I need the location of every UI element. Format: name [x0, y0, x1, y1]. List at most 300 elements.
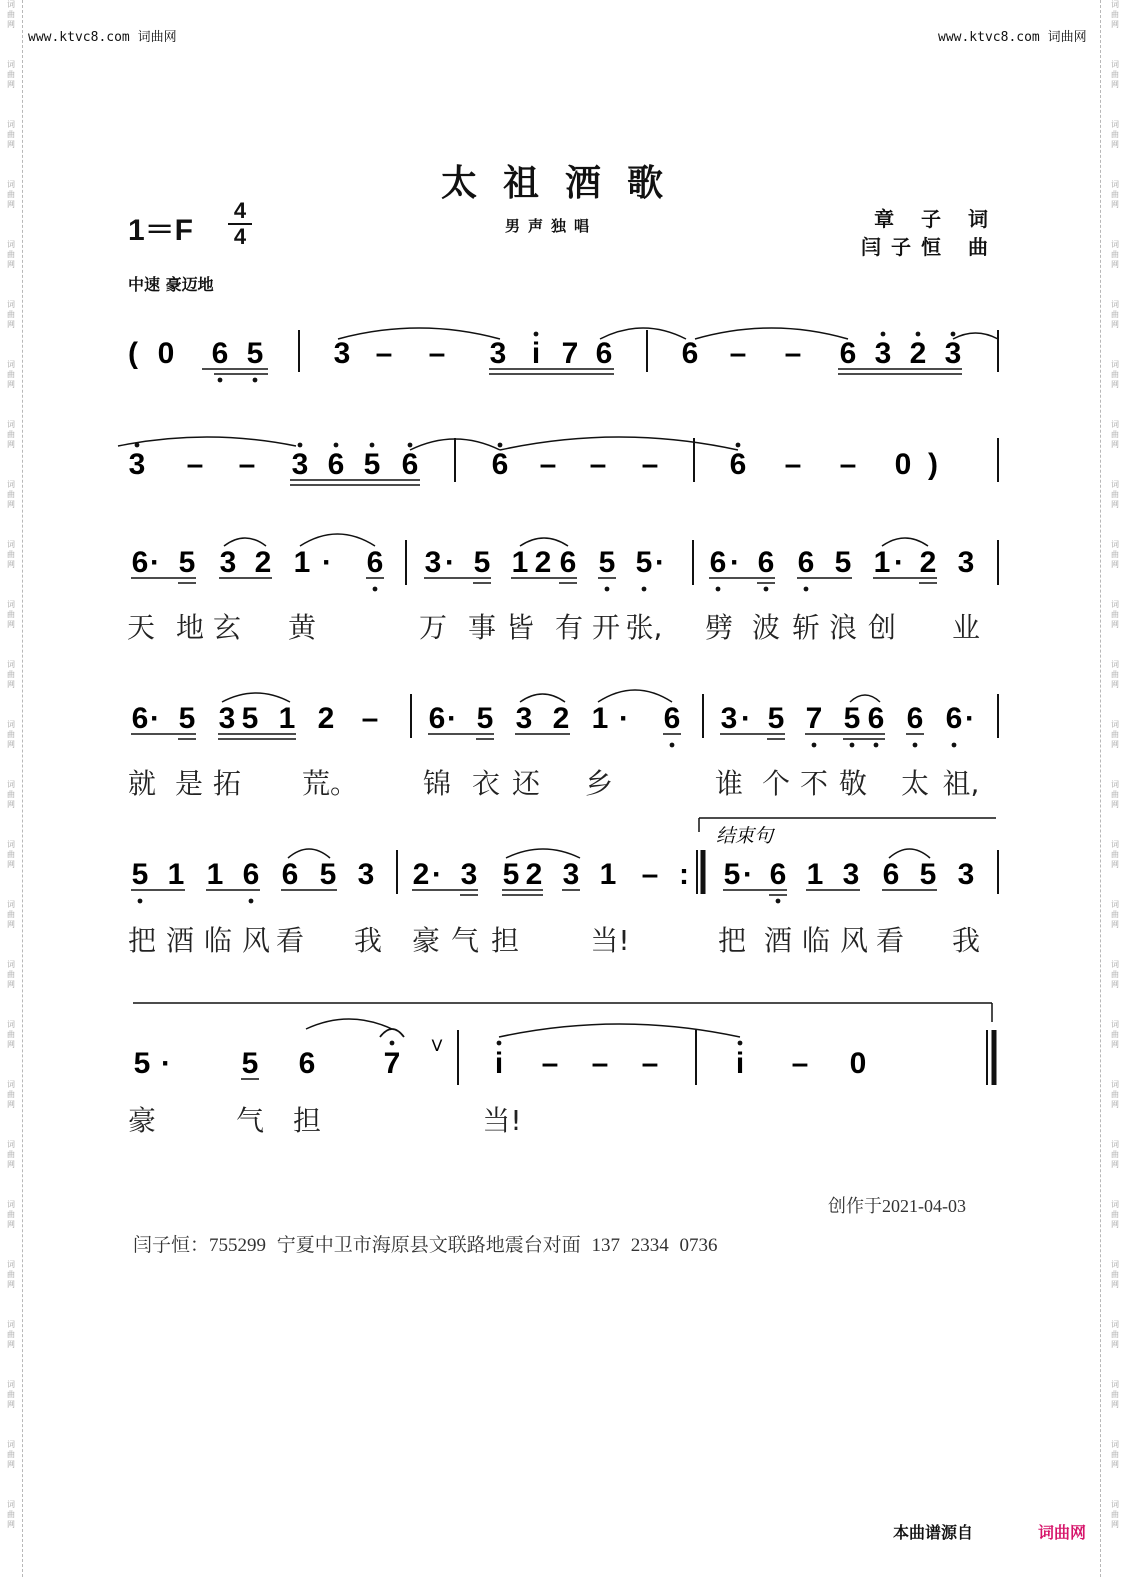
margin-watermark-char: 曲 [7, 1030, 15, 1039]
note: 6 [945, 702, 963, 735]
note: 6 [729, 448, 747, 481]
margin-watermark-char: 词 [1111, 840, 1119, 849]
note: 6 [906, 702, 924, 735]
margin-watermark-char: 曲 [1111, 1330, 1119, 1339]
note: 3 [424, 546, 442, 579]
note: 3 [562, 858, 580, 891]
note: 6 [769, 858, 787, 891]
octave-dot [138, 899, 143, 904]
note: 6 [757, 546, 775, 579]
note: 5 [246, 337, 264, 370]
composer-credit: 闫子恒 曲 [861, 235, 998, 259]
lyric-char: 担 [490, 924, 520, 957]
lyric-char: 看 [875, 924, 905, 957]
margin-watermark-char: 词 [1111, 420, 1119, 429]
margin-watermark-char: 词 [1111, 900, 1119, 909]
note: 3 [944, 337, 962, 370]
note: 2 [552, 702, 570, 735]
lyric-char: 万 [418, 611, 448, 644]
margin-watermark-char: 词 [7, 960, 15, 969]
note: 3 [957, 546, 975, 579]
note: 3 [460, 858, 478, 891]
margin-watermark-char: 曲 [7, 1330, 15, 1339]
source-label: 本曲谱源自 [893, 1523, 974, 1542]
margin-watermark-char: 词 [7, 420, 15, 429]
margin-watermark-char: 曲 [7, 370, 15, 379]
site-url-left[interactable]: www.ktvc8.com 词曲网 [28, 30, 177, 45]
note: 2 [919, 546, 937, 579]
octave-dot [812, 743, 817, 748]
lyric-char: 谁 [714, 767, 744, 800]
note: 6 [882, 858, 900, 891]
margin-watermark-char: 网 [7, 1340, 15, 1349]
margin-watermark-char: 曲 [7, 610, 15, 619]
note: · [447, 702, 457, 735]
margin-watermark-char: 词 [1111, 300, 1119, 309]
note: – [641, 858, 659, 891]
lyric-char: 玄 [212, 611, 242, 644]
margin-watermark-char: 网 [7, 1220, 15, 1229]
margin-watermark-char: 词 [7, 1440, 15, 1449]
note: · [161, 1047, 171, 1080]
margin-watermark-char: 网 [7, 320, 15, 329]
margin-watermark-char: 词 [7, 300, 15, 309]
note: 6 [242, 858, 260, 891]
margin-watermark-char: 网 [7, 740, 15, 749]
note: · [743, 858, 753, 891]
note: · [432, 858, 442, 891]
margin-watermark-char: 曲 [7, 70, 15, 79]
lyric-char: 波 [751, 611, 781, 644]
lyric-char: 气 [450, 924, 480, 957]
note: 2 [412, 858, 430, 891]
margin-watermark-char: 词 [7, 840, 15, 849]
note: 5 [635, 546, 653, 579]
margin-watermark-char: 曲 [7, 310, 15, 319]
margin-watermark-char: 词 [7, 1320, 15, 1329]
note: 3 [219, 546, 237, 579]
slur [118, 437, 296, 446]
margin-watermark-char: 曲 [1111, 1390, 1119, 1399]
slur [222, 693, 290, 702]
margin-watermark-char: 词 [7, 480, 15, 489]
margin-watermark-char: 词 [1111, 1500, 1119, 1509]
note: 1 [293, 546, 311, 579]
note: · [322, 546, 332, 579]
margin-watermark-char: 词 [1111, 1140, 1119, 1149]
slur [882, 538, 928, 546]
lyric-char: 把 [127, 924, 157, 957]
fermata [380, 1029, 404, 1037]
note: i [735, 1047, 745, 1080]
note: ) [928, 448, 938, 481]
lyric-char: 太 [900, 767, 930, 800]
note: 5 [473, 546, 491, 579]
margin-watermark-char: 曲 [1111, 1030, 1119, 1039]
note: – [428, 337, 446, 370]
note: · [150, 702, 160, 735]
margin-watermark-char: 网 [7, 80, 15, 89]
tempo-marking: 中速 豪迈地 [128, 275, 214, 294]
ending-label: 结束句 [716, 825, 774, 847]
note: 6 [131, 702, 149, 735]
note: 0 [849, 1047, 867, 1080]
lyric-char: 是 [174, 767, 204, 800]
note: 3 [218, 702, 236, 735]
margin-watermark-char: 词 [7, 360, 15, 369]
octave-dot [373, 587, 378, 592]
margin-watermark-char: 网 [7, 260, 15, 269]
margin-watermark-char: 曲 [7, 550, 15, 559]
margin-watermark-char: 词 [7, 1260, 15, 1269]
note: 2 [254, 546, 272, 579]
margin-watermark-char: 曲 [1111, 70, 1119, 79]
margin-watermark-char: 曲 [1111, 1090, 1119, 1099]
margin-watermark-char: 网 [7, 20, 15, 29]
note: · [150, 546, 160, 579]
margin-watermark-char: 网 [1111, 920, 1119, 929]
margin-watermark-char: 网 [1111, 980, 1119, 989]
note: – [541, 1047, 559, 1080]
note: – [784, 448, 802, 481]
margin-watermark-char: 网 [1111, 1040, 1119, 1049]
note: 3 [842, 858, 860, 891]
slur [506, 849, 580, 858]
octave-dot [642, 587, 647, 592]
note: 2 [525, 858, 543, 891]
note: 5 [363, 448, 381, 481]
margin-watermark-char: 网 [1111, 860, 1119, 869]
margin-watermark-char: 网 [7, 1040, 15, 1049]
lyric-char: 拓 [212, 767, 242, 800]
lyric-char: 荒。 [301, 767, 359, 800]
lyric-char: 当! [482, 1104, 522, 1137]
lyric-char: 锦 [422, 767, 452, 800]
margin-watermark-char: 曲 [1111, 490, 1119, 499]
octave-dot [370, 443, 375, 448]
margin-watermark-char: 词 [1111, 240, 1119, 249]
note: 6 [663, 702, 681, 735]
margin-watermark-char: 网 [7, 380, 15, 389]
note: 7 [383, 1047, 401, 1080]
margin-watermark-char: 曲 [1111, 910, 1119, 919]
note: 1 [599, 858, 617, 891]
margin-watermark-char: 网 [1111, 800, 1119, 809]
composition-date: 创作于2021-04-03 [828, 1196, 966, 1216]
note: – [791, 1047, 809, 1080]
octave-dot [776, 899, 781, 904]
time-signature-bottom: 4 [233, 224, 247, 249]
note: 0 [894, 448, 912, 481]
note: 5 [919, 858, 937, 891]
margin-watermark-char: 词 [7, 1200, 15, 1209]
octave-dot [253, 378, 258, 383]
note: – [589, 448, 607, 481]
note: 6 [298, 1047, 316, 1080]
lyric-char: 我 [951, 924, 981, 957]
margin-watermark-char: 网 [7, 200, 15, 209]
note: 6 [366, 546, 384, 579]
note: i [531, 337, 541, 370]
lyric-char: 乡 [584, 767, 614, 800]
octave-dot [916, 332, 921, 337]
lyric-char: 我 [353, 924, 383, 957]
octave-dot [951, 332, 956, 337]
margin-watermark-char: 曲 [7, 430, 15, 439]
note: – [375, 337, 393, 370]
source-site-link[interactable]: 词曲网 [1038, 1523, 1087, 1542]
octave-dot [764, 587, 769, 592]
margin-watermark-char: 网 [1111, 1400, 1119, 1409]
note: 5 [834, 546, 852, 579]
lyric-char: 劈 [704, 611, 734, 644]
margin-watermark-char: 曲 [1111, 610, 1119, 619]
lyric-char: 临 [801, 924, 831, 957]
lyric-char: 衣 [471, 767, 501, 800]
margin-watermark-char: 网 [7, 680, 15, 689]
note: 5 [133, 1047, 151, 1080]
note: – [839, 448, 857, 481]
note: 5 [241, 702, 259, 735]
note: 1 [167, 858, 185, 891]
margin-watermark-char: 词 [1111, 1380, 1119, 1389]
lyric-char: 还 [511, 767, 541, 800]
site-url-right[interactable]: www.ktvc8.com 词曲网 [938, 30, 1087, 45]
margin-watermark-char: 曲 [7, 1390, 15, 1399]
margin-watermark-char: 词 [7, 1500, 15, 1509]
margin-watermark-char: 曲 [1111, 1150, 1119, 1159]
margin-watermark-char: 网 [7, 980, 15, 989]
margin-watermark-char: 网 [1111, 1340, 1119, 1349]
margin-watermark-char: 曲 [1111, 670, 1119, 679]
song-title: 太祖酒歌 [440, 162, 689, 204]
note: – [641, 448, 659, 481]
margin-watermark-char: 曲 [7, 910, 15, 919]
margin-watermark-char: 网 [1111, 560, 1119, 569]
lyric-char: 敬 [838, 767, 868, 800]
note: · [741, 702, 751, 735]
note: · [730, 546, 740, 579]
margin-watermark-char: 网 [1111, 1520, 1119, 1529]
breath-mark: V [431, 1036, 443, 1055]
lyric-char: 当! [590, 924, 630, 957]
margin-watermark-char: 曲 [7, 130, 15, 139]
note: – [186, 448, 204, 481]
margin-watermark-char: 曲 [1111, 850, 1119, 859]
margin-watermark-char: 网 [1111, 440, 1119, 449]
note: – [784, 337, 802, 370]
note: – [641, 1047, 659, 1080]
margin-watermark-char: 曲 [1111, 10, 1119, 19]
note: 3 [957, 858, 975, 891]
note: 3 [720, 702, 738, 735]
margin-watermark-char: 词 [7, 1140, 15, 1149]
margin-watermark-char: 曲 [1111, 1210, 1119, 1219]
margin-watermark-char: 网 [1111, 500, 1119, 509]
margin-watermark-char: 词 [7, 1080, 15, 1089]
note: 5 [723, 858, 741, 891]
note: 1 [806, 858, 824, 891]
note: 6 [131, 546, 149, 579]
margin-watermark-char: 网 [7, 920, 15, 929]
lyricist-credit: 章 子 词 [874, 207, 998, 231]
lyric-char: 酒 [165, 924, 195, 957]
margin-watermark-char: 网 [1111, 260, 1119, 269]
margin-watermark-char: 曲 [7, 850, 15, 859]
note: – [729, 337, 747, 370]
note: 6 [797, 546, 815, 579]
note: 0 [157, 337, 175, 370]
margin-watermark-char: 词 [1111, 720, 1119, 729]
margin-watermark-char: 曲 [7, 1510, 15, 1519]
octave-dot [736, 443, 741, 448]
note: 2 [534, 546, 552, 579]
margin-watermark-char: 网 [7, 1400, 15, 1409]
margin-watermark-char: 词 [1111, 540, 1119, 549]
octave-dot [670, 743, 675, 748]
octave-dot [913, 743, 918, 748]
lyric-char: 不 [799, 767, 829, 800]
slur [850, 695, 880, 702]
octave-dot [881, 332, 886, 337]
margin-watermark-char: 曲 [7, 1270, 15, 1279]
note: 1 [591, 702, 609, 735]
margin-watermark-char: 网 [7, 620, 15, 629]
margin-watermark-char: 网 [7, 1280, 15, 1289]
margin-watermark-char: 词 [7, 780, 15, 789]
note: 6 [281, 858, 299, 891]
margin-watermark-char: 曲 [7, 1450, 15, 1459]
octave-dot [804, 587, 809, 592]
octave-dot [218, 378, 223, 383]
margin-watermark-char: 词 [7, 600, 15, 609]
lyric-char: 临 [203, 924, 233, 957]
note: 6 [595, 337, 613, 370]
note: 5 [598, 546, 616, 579]
slur [288, 849, 330, 858]
margin-watermark-char: 词 [7, 540, 15, 549]
note: 2 [909, 337, 927, 370]
margin-watermark-char: 曲 [1111, 370, 1119, 379]
slur [598, 690, 672, 702]
lyric-char: 风 [241, 924, 271, 957]
slur [338, 328, 500, 339]
author-contact: 闫子恒：755299 宁夏中卫市海原县文联路地震台对面 137 2334 0736 [133, 1235, 718, 1256]
margin-watermark-char: 词 [7, 120, 15, 129]
repeat-dots: : [679, 858, 689, 891]
note: 6 [559, 546, 577, 579]
margin-watermark-char: 词 [1111, 480, 1119, 489]
margin-watermark-char: 词 [1111, 0, 1119, 9]
lyric-char: 事 [467, 611, 497, 644]
margin-watermark-char: 网 [7, 560, 15, 569]
margin-watermark-char: 词 [1111, 360, 1119, 369]
margin-watermark-char: 网 [1111, 1460, 1119, 1469]
slur [500, 437, 738, 450]
margin-watermark-char: 词 [7, 720, 15, 729]
performance-type: 男声独唱 [505, 217, 598, 235]
note: · [619, 702, 629, 735]
note: 5 [319, 858, 337, 891]
octave-dot [390, 1041, 395, 1046]
margin-watermark-char: 词 [7, 60, 15, 69]
margin-watermark-char: 网 [7, 860, 15, 869]
margin-watermark-char: 曲 [1111, 1510, 1119, 1519]
octave-dot [298, 443, 303, 448]
note: – [361, 702, 379, 735]
note: 2 [317, 702, 335, 735]
lyric-char: 就 [127, 767, 157, 800]
margin-watermark-char: 词 [7, 0, 15, 9]
note: 7 [805, 702, 823, 735]
note: i [494, 1047, 504, 1080]
margin-watermark-char: 曲 [1111, 250, 1119, 259]
margin-watermark-char: 词 [1111, 1020, 1119, 1029]
note: 5 [178, 546, 196, 579]
note: 6 [867, 702, 885, 735]
margin-watermark-char: 曲 [1111, 730, 1119, 739]
lyric-char: 天 [126, 611, 156, 644]
lyric-char: 看 [275, 924, 305, 957]
margin-watermark-char: 曲 [1111, 1270, 1119, 1279]
note: 3 [291, 448, 309, 481]
note: 6 [211, 337, 229, 370]
slur [300, 534, 375, 546]
margin-watermark-char: 曲 [7, 490, 15, 499]
lyric-char: 皆 [505, 611, 535, 644]
lyric-char: 担 [292, 1104, 322, 1137]
margin-watermark-char: 曲 [7, 730, 15, 739]
lyric-char: 创 [867, 611, 897, 644]
margin-watermark-char: 网 [1111, 1220, 1119, 1229]
margin-watermark-char: 网 [1111, 1280, 1119, 1289]
slur [499, 1024, 740, 1037]
octave-dot [249, 899, 254, 904]
slur [889, 849, 930, 858]
margin-watermark-char: 网 [7, 800, 15, 809]
note: 5 [476, 702, 494, 735]
note: 7 [561, 337, 579, 370]
note: 5 [131, 858, 149, 891]
note: 6 [491, 448, 509, 481]
note: 3 [128, 448, 146, 481]
margin-watermark-char: 词 [1111, 1440, 1119, 1449]
note: 5 [843, 702, 861, 735]
octave-dot [952, 743, 957, 748]
note: 3 [333, 337, 351, 370]
note: 6 [327, 448, 345, 481]
lyric-char: 个 [761, 767, 791, 800]
slur [520, 694, 565, 702]
key-signature: 1＝F [128, 214, 194, 247]
margin-watermark-char: 网 [1111, 740, 1119, 749]
lyric-char: 张, [625, 611, 663, 644]
margin-watermark-char: 网 [1111, 320, 1119, 329]
note: 6 [428, 702, 446, 735]
margin-watermark-char: 网 [1111, 680, 1119, 689]
margin-watermark-char: 曲 [7, 10, 15, 19]
margin-watermark-char: 曲 [1111, 790, 1119, 799]
margin-watermark-char: 曲 [7, 250, 15, 259]
octave-dot [497, 1041, 502, 1046]
note: 3 [357, 858, 375, 891]
margin-watermark-char: 曲 [7, 1150, 15, 1159]
octave-dot [874, 743, 879, 748]
margin-watermark-char: 曲 [1111, 550, 1119, 559]
margin-watermark-char: 网 [7, 1160, 15, 1169]
margin-watermark-char: 词 [7, 1020, 15, 1029]
note: 1 [278, 702, 296, 735]
